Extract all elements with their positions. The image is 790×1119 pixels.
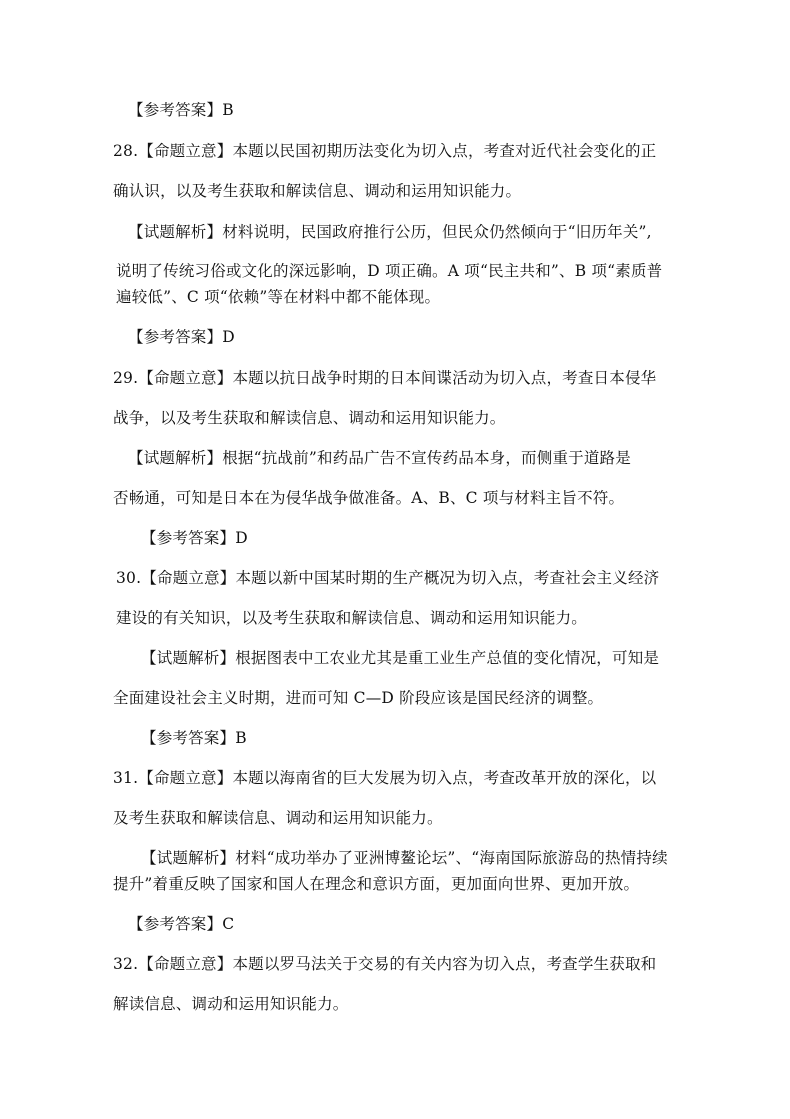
q30-analysis-line-2: 全面建设社会主义时期，进而可知 C—D 阶段应该是国民经济的调整。: [113, 689, 604, 707]
answer-28: 【参考答案】D: [128, 328, 235, 346]
q28-analysis-line-2: 说明了传统习俗或文化的深远影响，D 项正确。A 项“民主共和”、B 项“素质普: [116, 262, 663, 280]
q28-analysis-line-1: 【试题解析】材料说明，民国政府推行公历，但民众仍然倾向于“旧历年关”,: [128, 223, 652, 241]
q29-intent-line-1: 29.【命题立意】本题以抗日战争时期的日本间谍活动为切入点，考查日本侵华: [113, 369, 657, 387]
answer-30: 【参考答案】B: [141, 729, 247, 747]
q29-intent-line-2: 战争，以及考生获取和解读信息、调动和运用知识能力。: [113, 409, 506, 427]
q28-intent-line-1: 28.【命题立意】本题以民国初期历法变化为切入点，考查对近代社会变化的正: [113, 142, 657, 160]
q28-intent-line-2: 确认识，以及考生获取和解读信息、调动和运用知识能力。: [113, 182, 522, 200]
answer-27: 【参考答案】B: [128, 101, 234, 119]
q29-analysis-line-1: 【试题解析】根据“抗战前”和药品广告不宣传药品本身，而侧重于道路是: [128, 449, 631, 467]
q31-analysis-line-1: 【试题解析】材料“成功举办了亚洲博鳌论坛”、“海南国际旅游岛的热情持续: [141, 849, 668, 867]
q31-intent-line-1: 31.【命题立意】本题以海南省的巨大发展为切入点，考查改革开放的深化，以: [113, 769, 657, 787]
q29-analysis-line-2: 否畅通，可知是日本在为侵华战争做准备。A、B、C 项与材料主旨不符。: [113, 489, 625, 507]
q30-intent-line-1: 30.【命题立意】本题以新中国某时期的生产概况为切入点，考查社会主义经济: [116, 569, 660, 587]
answer-29: 【参考答案】D: [141, 529, 248, 547]
answer-31: 【参考答案】C: [128, 915, 235, 933]
q30-intent-line-2: 建设的有关知识，以及考生获取和解读信息、调动和运用知识能力。: [116, 609, 588, 627]
q32-intent-line-1: 32.【命题立意】本题以罗马法关于交易的有关内容为切入点，考查学生获取和: [113, 955, 657, 973]
q30-analysis-line-1: 【试题解析】根据图表中工农业尤其是重工业生产总值的变化情况，可知是: [141, 649, 660, 667]
q28-analysis-line-3: 遍较低”、C 项“依赖”等在材料中都不能体现。: [116, 288, 441, 306]
q32-intent-line-2: 解读信息、调动和运用知识能力。: [113, 995, 349, 1013]
q31-analysis-line-2: 提升”着重反映了国家和国人在理念和意识方面，更加面向世界、更加开放。: [113, 875, 640, 893]
q31-intent-line-2: 及考生获取和解读信息、调动和运用知识能力。: [113, 809, 443, 827]
